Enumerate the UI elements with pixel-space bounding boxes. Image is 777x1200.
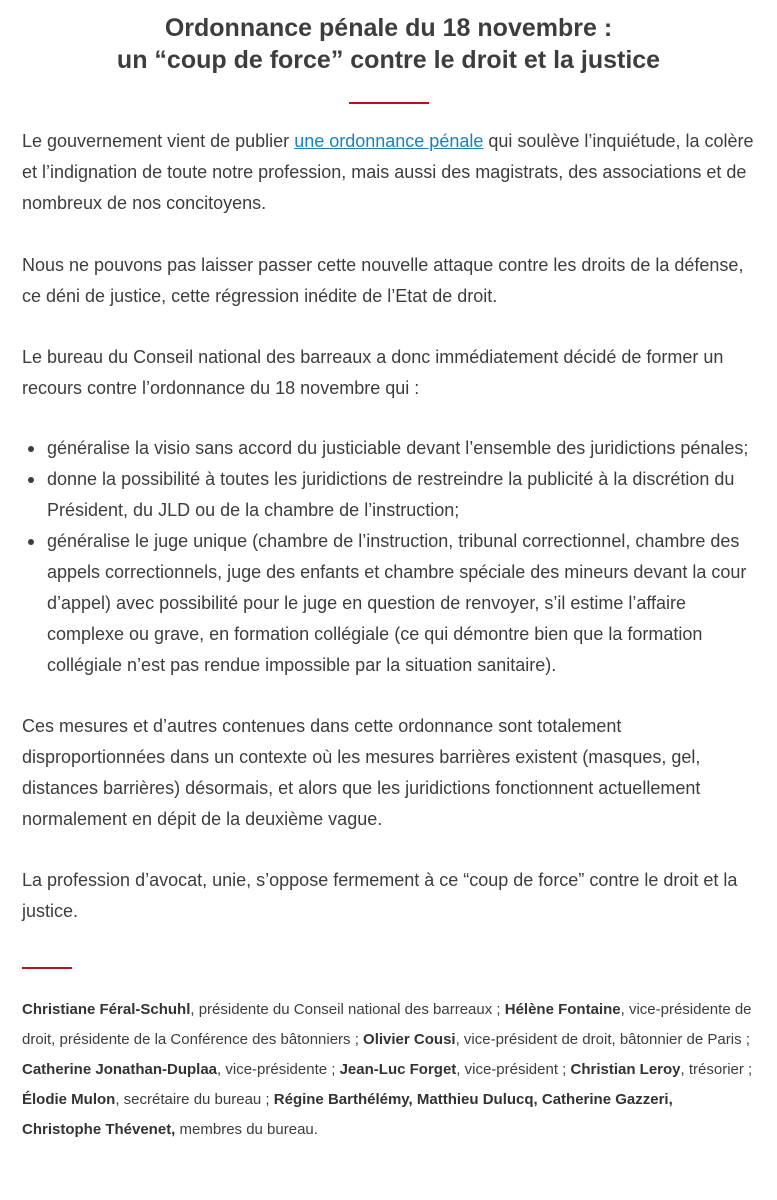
list-item <box>22 464 755 526</box>
title-line-2: un “coup de force” contre le droit et la justice <box>116 46 661 74</box>
intro-text-start: Le gouvernement vient de publier <box>22 131 295 151</box>
list-item-text: donne la possibilité à toutes les juridictions de restreindre la publicité à la discrétion du Président, du JLD ou de la chambre de l’instruction; <box>47 469 735 520</box>
paragraph-2: Nous ne pouvons pas laisser passer cette nouvelle attaque contre les droits de la défense, ce déni de justice, cette régression inédite de l’Etat de droit. <box>22 255 744 306</box>
paragraph-5: La profession d’avocat, unie, s’oppose fermement à ce “coup de force” contre le droit et la justice. <box>22 870 738 921</box>
list-item <box>22 526 755 681</box>
measures-list <box>22 433 755 681</box>
paragraph-3: Le bureau du Conseil national des barreaux a donc immédiatement décidé de former un recours contre l’ordonnance du 18 novembre qui : <box>22 347 724 398</box>
bullet-icon <box>28 477 34 483</box>
signatory-name: Hélène Fontaine <box>504 1001 621 1018</box>
signatory-role: membres du bureau. <box>175 1121 318 1138</box>
signatory-role: , vice-présidente de droit, présidente de la Conférence des bâtonniers ; <box>22 1001 752 1048</box>
signatory-name: Régine Barthélémy, Matthieu Dulucq, Catherine Gazzeri, Christophe Thévenet, <box>22 1091 673 1138</box>
signatory-role: , secrétaire du bureau ; <box>115 1091 274 1108</box>
signatory-name: Christian Leroy <box>570 1061 681 1078</box>
article-title <box>22 0 755 76</box>
ordonnance-link[interactable]: une ordonnance pénale <box>294 131 484 151</box>
signatory-role: , trésorier ; <box>680 1061 753 1078</box>
signatory-role: , présidente du Conseil national des barreaux ; <box>190 1001 505 1018</box>
signatory-name: Catherine Jonathan-Duplaa <box>22 1061 218 1078</box>
intro-paragraph <box>22 126 755 219</box>
signatory-role: , vice-président de droit, bâtonnier de Paris ; <box>455 1031 750 1048</box>
signatories <box>22 995 755 1145</box>
signatory-name: Olivier Cousi <box>363 1031 456 1048</box>
signatory-name: Jean-Luc Forget <box>339 1061 457 1078</box>
list-item-text: généralise la visio sans accord du justiciable devant l’ensemble des juridictions pénales; <box>47 438 749 458</box>
title-line-1: Ordonnance pénale du 18 novembre : <box>164 14 613 42</box>
signatory-name: Élodie Mulon <box>22 1091 116 1108</box>
intro-text-end: qui soulève l’inquiétude, la colère et l’indignation de toute notre profession, mais aussi des magistrats, des associations et de nombreux de nos concitoyens. <box>22 131 754 213</box>
bullet-icon <box>28 446 34 452</box>
signatory-role: , vice-président ; <box>456 1061 571 1078</box>
signatories-divider <box>22 967 72 969</box>
paragraph-4: Ces mesures et d’autres contenues dans cette ordonnance sont totalement disproportionnées dans un contexte où les mesures barrières existent (masques, gel, distances barrières) désormais, et alors que les juridictions fonctionnent actuellement normalement en dépit de la deuxième vague. <box>22 716 701 829</box>
list-item-text: généralise le juge unique (chambre de l’instruction, tribunal correctionnel, chambre des appels correctionnels, juge des enfants et chambre spéciale des mineurs devant la cour d’appel) avec possibilité pour le juge en question de renvoyer, s’il estime l’affaire complexe ou grave, en formation collégiale (ce qui démontre bien que la formation collégiale n’est pas rendue impossible par la situation sanitaire). <box>47 531 747 675</box>
title-divider <box>349 102 429 104</box>
list-item <box>22 433 755 464</box>
signatory-name: Christiane Féral-Schuhl <box>22 1001 191 1018</box>
signatory-role: , vice-présidente ; <box>217 1061 340 1078</box>
bullet-icon <box>28 539 34 545</box>
